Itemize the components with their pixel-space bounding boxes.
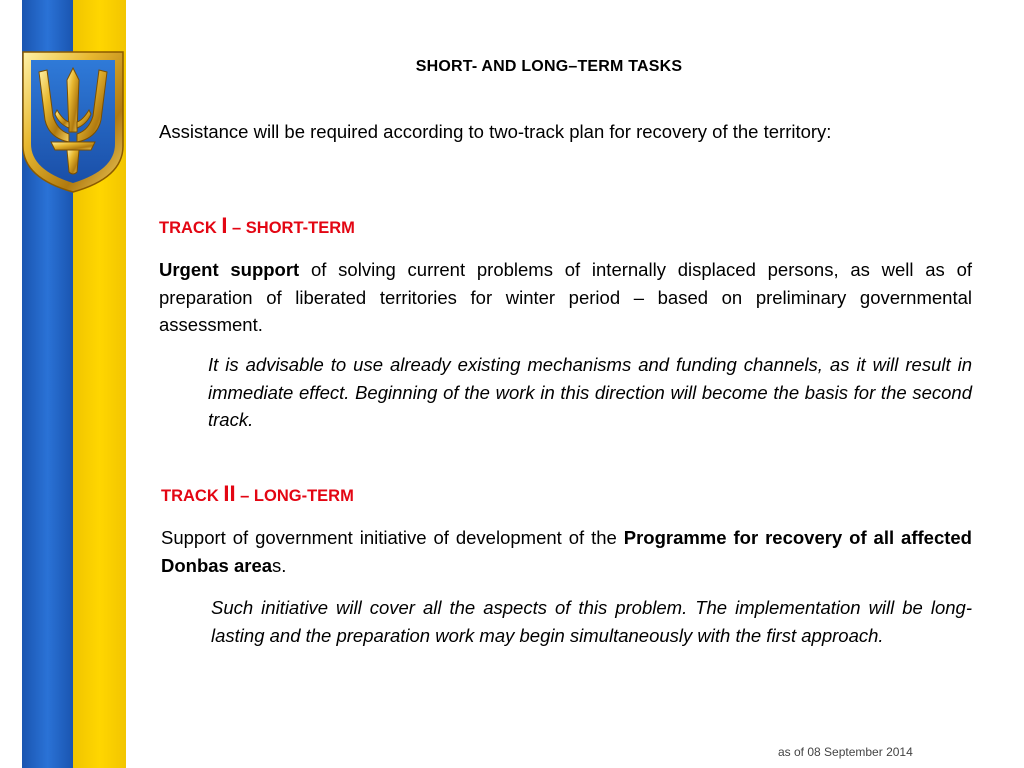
- track-1-label-prefix: TRACK: [159, 219, 222, 237]
- track-2-bold-programme: Programme for recovery of all affected Donbas area: [161, 527, 972, 576]
- track-2-numeral: II: [223, 481, 236, 506]
- slide-title: SHORT- AND LONG–TERM TASKS: [415, 58, 683, 75]
- track-2-body-start: Support of government initiative of development of the: [161, 527, 624, 548]
- track-1-body-text: of solving current problems of internally displaced persons, as well as of preparation of liberated territories for winter period – based on preliminary governmental assessment.: [159, 259, 972, 335]
- track-1-bold-lead: Urgent support: [159, 259, 300, 280]
- track-1-description: [159, 256, 972, 339]
- track-2-heading: [161, 481, 354, 507]
- trident-emblem-icon: [17, 46, 129, 196]
- track-2-description: [161, 524, 972, 579]
- track-2-label-suffix: – LONG-TERM: [235, 487, 354, 505]
- track-2-label-prefix: TRACK: [161, 487, 224, 505]
- track-2-body-end: s.: [272, 554, 287, 576]
- track-1-note: It is advisable to use already existing mechanisms and funding channels, as it will result in immediate effect. Beginning of the work in this direction will become the basis for the second track.: [208, 354, 972, 430]
- track-1-numeral: I: [221, 213, 228, 238]
- track-2-note: Such initiative will cover all the aspects of this problem. The implementation will be long-lasting and the preparation work may begin simultaneously with the first approach.: [211, 597, 972, 646]
- footer-date: as of 08 September 2014: [778, 745, 913, 759]
- track-1-label-suffix: – SHORT-TERM: [227, 219, 355, 237]
- intro-text: Assistance will be required according to two-track plan for recovery of the territory:: [159, 121, 832, 142]
- track-1-heading: [159, 213, 355, 239]
